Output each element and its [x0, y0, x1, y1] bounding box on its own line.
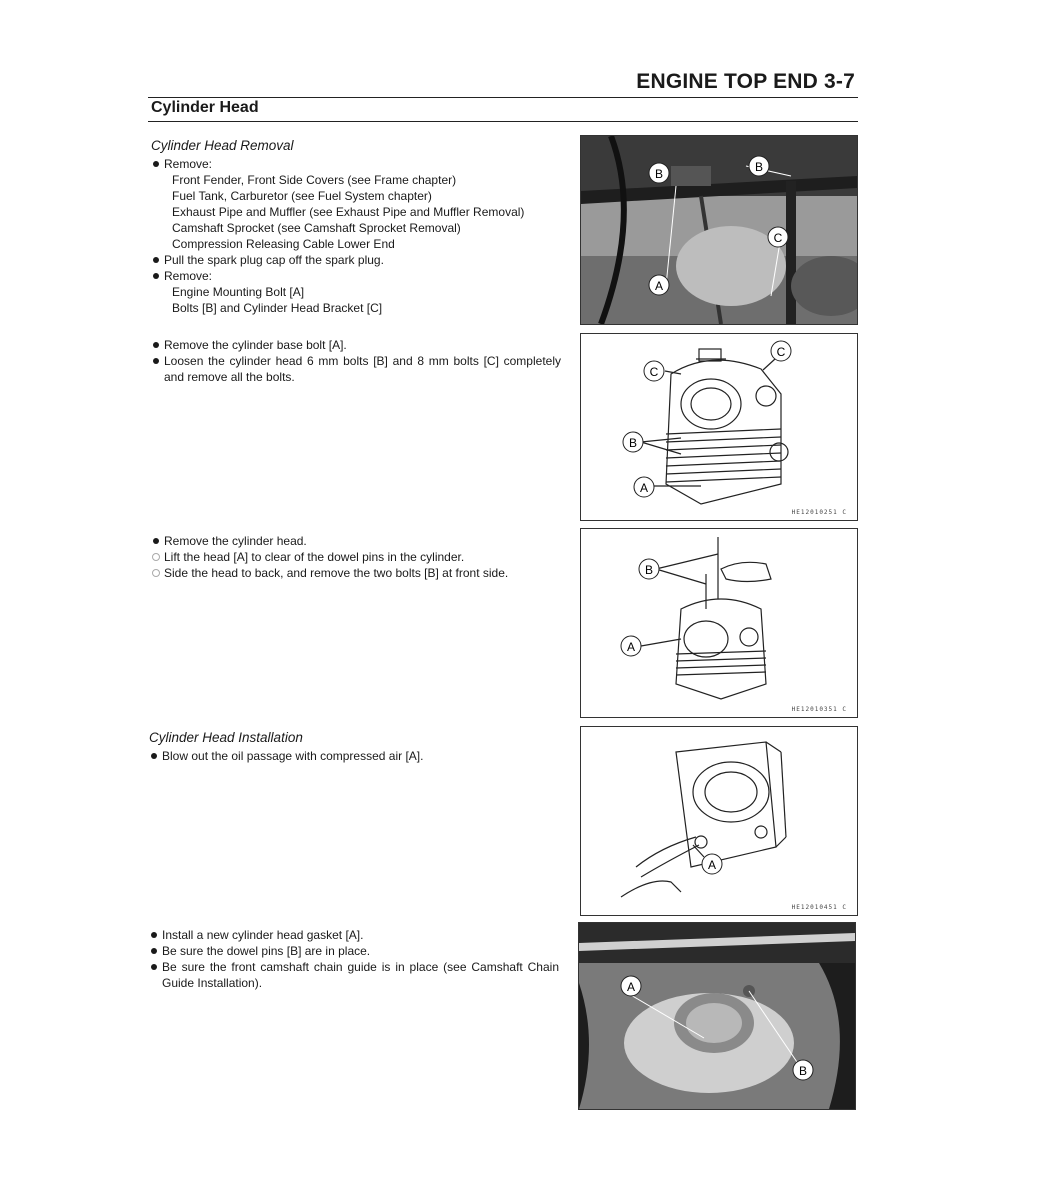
callout-a: [649, 275, 669, 295]
installation-step-2: Install a new cylinder head gasket [A].: [149, 927, 559, 943]
removal-item: Fuel Tank, Carburetor (see Fuel System chapter): [172, 189, 432, 203]
installation-gasket-section: [149, 927, 559, 991]
removal-bolts-section: [151, 337, 561, 385]
svg-text:A: A: [626, 640, 636, 654]
figure-lifting-head: [580, 528, 858, 718]
svg-text:A: A: [626, 980, 636, 994]
removal-subheading: Cylinder Head Removal: [151, 138, 294, 153]
removal-item: Bolts [B] and Cylinder Head Bracket [C]: [172, 301, 383, 315]
svg-text:B: B: [798, 1064, 808, 1078]
callout-b: [649, 163, 669, 183]
installation-section: [149, 729, 569, 764]
callout-a: [621, 636, 641, 656]
svg-text:B: B: [628, 436, 638, 450]
section-rule: [148, 121, 858, 122]
callout-c: [644, 361, 664, 381]
removal-step-5: Loosen the cylinder head 6 mm bolts [B] and 8 mm bolts [C] completely and remove all the bolts.: [151, 353, 561, 385]
removal-step-4: Remove the cylinder base bolt [A].: [151, 337, 561, 353]
removal-item: Exhaust Pipe and Muffler (see Exhaust Pipe and Muffler Removal): [172, 205, 525, 219]
callout-c: [771, 341, 791, 361]
svg-text:A: A: [707, 858, 717, 872]
removal-substep: Lift the head [A] to clear of the dowel pins in the cylinder.: [151, 549, 571, 565]
chapter-title: ENGINE TOP END 3-7: [636, 70, 855, 93]
removal-step-3: Remove:: [151, 268, 571, 284]
removal-section: [151, 137, 571, 316]
callout-b: [749, 156, 769, 176]
removal-step-1: Remove:: [151, 156, 571, 172]
installation-step-4: Be sure the front camshaft chain guide is in place (see Camshaft Chain Guide Installation).: [149, 959, 559, 991]
installation-step-3: Be sure the dowel pins [B] are in place.: [149, 943, 559, 959]
removal-step-6: Remove the cylinder head.: [151, 533, 571, 549]
figure-gasket-photo: [578, 922, 856, 1110]
callout-a: [621, 976, 641, 996]
figure-code: HE12010251 C: [791, 509, 847, 516]
svg-text:C: C: [773, 231, 783, 245]
removal-item: Camshaft Sprocket (see Camshaft Sprocket Removal): [172, 221, 461, 235]
svg-text:A: A: [639, 481, 649, 495]
figure-cylinder-head-bolts: [580, 333, 858, 521]
figure-engine-mount-photo: [580, 135, 858, 325]
callout-b: [793, 1060, 813, 1080]
section-title: Cylinder Head: [151, 99, 259, 116]
callout-c: [768, 227, 788, 247]
svg-text:A: A: [654, 279, 664, 293]
svg-text:C: C: [776, 345, 786, 359]
callout-b: [623, 432, 643, 452]
svg-text:B: B: [654, 167, 664, 181]
removal-item: Front Fender, Front Side Covers (see Frame chapter): [172, 173, 457, 187]
removal-step-2: Pull the spark plug cap off the spark plug.: [151, 252, 571, 268]
header-rule: [148, 97, 858, 98]
callout-a: [634, 477, 654, 497]
removal-item: Compression Releasing Cable Lower End: [172, 237, 395, 251]
removal-item: Engine Mounting Bolt [A]: [172, 285, 305, 299]
removal-head-section: [151, 533, 571, 581]
figure-code: HE12010351 C: [791, 706, 847, 713]
figure-code: HE12010451 C: [791, 904, 847, 911]
installation-subheading: Cylinder Head Installation: [149, 730, 303, 745]
callout-b: [639, 559, 659, 579]
removal-substep: Side the head to back, and remove the two bolts [B] at front side.: [151, 565, 571, 581]
figure-oil-passage: [580, 726, 858, 916]
svg-text:B: B: [754, 160, 764, 174]
svg-text:C: C: [649, 365, 659, 379]
installation-step-1: Blow out the oil passage with compressed air [A].: [149, 748, 569, 764]
svg-text:B: B: [644, 563, 654, 577]
callout-a: [702, 854, 722, 874]
